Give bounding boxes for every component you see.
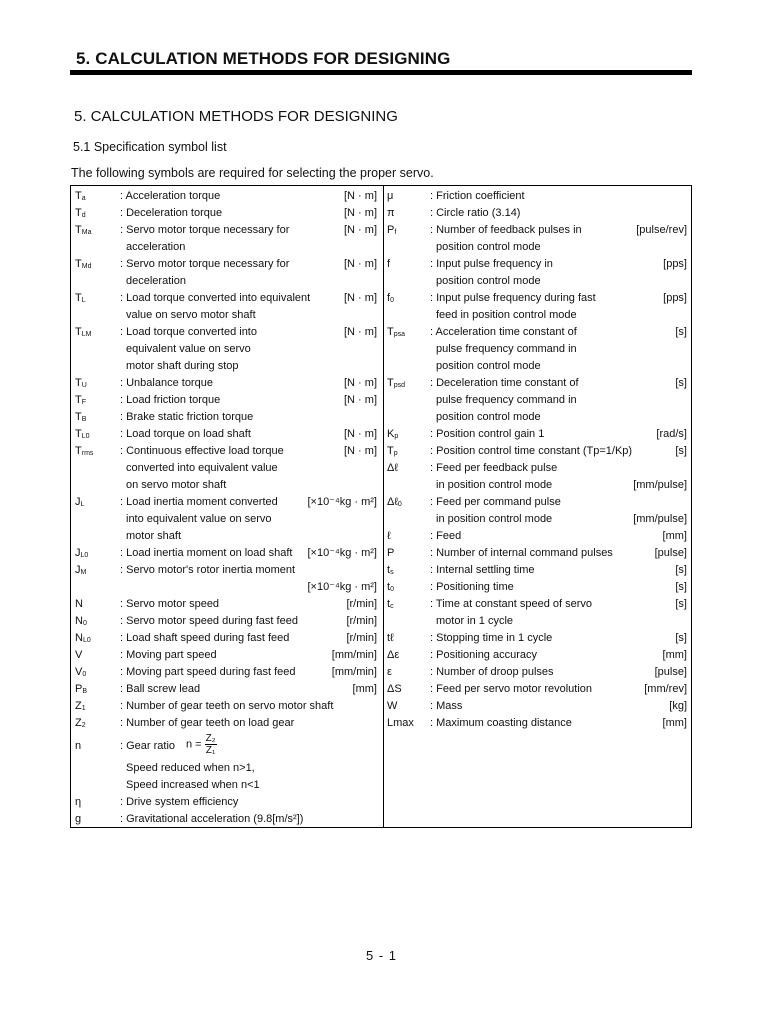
description: : Moving part speed during fast feed bbox=[120, 666, 296, 678]
symbol-row bbox=[74, 341, 381, 358]
symbol-column-right bbox=[386, 188, 691, 732]
symbol-letter: Z bbox=[75, 700, 82, 712]
symbol-letter: ΔS bbox=[387, 683, 402, 695]
symbol-letter: ℓ bbox=[387, 530, 391, 542]
unit: [pulse] bbox=[654, 547, 687, 559]
description: : Number of internal command pulses bbox=[430, 547, 613, 559]
description-continuation: on servo motor shaft bbox=[126, 479, 227, 491]
description: : Circle ratio (3.14) bbox=[430, 207, 521, 219]
unit: [N · m] bbox=[344, 292, 377, 304]
description: : Time at constant speed of servo bbox=[430, 598, 593, 610]
formula-lhs: n = bbox=[186, 738, 202, 751]
symbol-row bbox=[74, 460, 381, 477]
symbol-letter: n bbox=[75, 740, 82, 752]
description: : Load inertia moment converted bbox=[120, 496, 278, 508]
symbol-row bbox=[386, 477, 691, 494]
symbol-subscript: psd bbox=[393, 382, 406, 389]
symbol-letter: V bbox=[75, 666, 83, 678]
subsection-title: 5.1 Specification symbol list bbox=[73, 140, 227, 154]
symbol-row bbox=[386, 613, 691, 630]
description: : Acceleration time constant of bbox=[430, 326, 577, 338]
symbol-subscript: L bbox=[80, 501, 85, 508]
symbol-row bbox=[74, 630, 381, 647]
unit: [N · m] bbox=[344, 224, 377, 236]
symbol-letter: N bbox=[75, 615, 83, 627]
description: : Internal settling time bbox=[430, 564, 535, 576]
section-title: 5. CALCULATION METHODS FOR DESIGNING bbox=[74, 108, 398, 125]
symbol-letter: T bbox=[75, 207, 82, 219]
description: : Servo motor speed during fast feed bbox=[120, 615, 298, 627]
description-continuation: equivalent value on servo bbox=[126, 343, 251, 355]
symbol-subscript: psa bbox=[393, 331, 406, 338]
symbol-letter: T bbox=[75, 292, 82, 304]
description: : Position control gain 1 bbox=[430, 428, 545, 440]
description-continuation: feed in position control mode bbox=[436, 309, 577, 321]
symbol-row bbox=[386, 443, 691, 460]
description: : Drive system efficiency bbox=[120, 796, 239, 808]
symbol-row bbox=[386, 188, 691, 205]
symbol-row bbox=[386, 562, 691, 579]
symbol-letter: V bbox=[75, 649, 83, 661]
unit: [pps] bbox=[663, 292, 687, 304]
unit: [mm/rev] bbox=[644, 683, 687, 695]
description: : Moving part speed bbox=[120, 649, 217, 661]
symbol bbox=[387, 460, 398, 477]
symbol bbox=[75, 794, 81, 811]
column-divider bbox=[383, 186, 384, 827]
unit: [mm/pulse] bbox=[633, 513, 687, 525]
symbol-row bbox=[74, 777, 381, 794]
symbol-subscript: U bbox=[81, 382, 87, 389]
symbol-row bbox=[386, 205, 691, 222]
description: : Servo motor torque necessary for bbox=[120, 224, 290, 236]
symbol-row bbox=[386, 290, 691, 307]
formula-fraction bbox=[205, 733, 217, 756]
description: : Feed per servo motor revolution bbox=[430, 683, 593, 695]
description: : Input pulse frequency during fast bbox=[430, 292, 596, 304]
header-title: 5. CALCULATION METHODS FOR DESIGNING bbox=[76, 49, 451, 68]
symbol bbox=[387, 647, 399, 664]
description: : Friction coefficient bbox=[430, 190, 525, 202]
symbol-row bbox=[386, 307, 691, 324]
description: : Feed bbox=[430, 530, 462, 542]
symbol-row bbox=[74, 477, 381, 494]
symbol-subscript: L0 bbox=[82, 637, 91, 644]
symbol-row bbox=[74, 324, 381, 341]
description: : Number of gear teeth on load gear bbox=[120, 717, 295, 729]
symbol-subscript: 0 bbox=[390, 586, 394, 593]
symbol-letter: ε bbox=[387, 666, 392, 678]
description-continuation: into equivalent value on servo bbox=[126, 513, 272, 525]
symbol-row bbox=[386, 409, 691, 426]
description: : Servo motor torque necessary for bbox=[120, 258, 290, 270]
description: : Gravitational acceleration (9.8[m/s²]) bbox=[120, 813, 304, 825]
description: : Input pulse frequency in bbox=[430, 258, 553, 270]
symbol-row bbox=[74, 613, 381, 630]
symbol-subscript: Md bbox=[81, 263, 92, 270]
unit: [s] bbox=[675, 326, 687, 338]
unit: [r/min] bbox=[346, 615, 377, 627]
symbol bbox=[75, 811, 81, 828]
description-continuation: in position control mode bbox=[436, 513, 553, 525]
symbol bbox=[387, 256, 390, 273]
description: : Load torque converted into equivalent bbox=[120, 292, 311, 304]
description: : Load friction torque bbox=[120, 394, 221, 406]
description-continuation: value on servo motor shaft bbox=[126, 309, 256, 321]
symbol-subscript: 1 bbox=[81, 705, 86, 712]
symbol-letter: Z bbox=[75, 717, 82, 729]
symbol-letter: T bbox=[75, 190, 82, 202]
symbol-row bbox=[386, 511, 691, 528]
unit: [r/min] bbox=[346, 598, 377, 610]
symbol-row bbox=[386, 324, 691, 341]
symbol-letter: J bbox=[75, 547, 81, 559]
symbol-subscript: Ma bbox=[81, 229, 92, 236]
description-continuation: deceleration bbox=[126, 275, 186, 287]
symbol-letter: K bbox=[387, 428, 395, 440]
description: : Number of feedback pulses in bbox=[430, 224, 582, 236]
symbol-row bbox=[74, 494, 381, 511]
symbol-row bbox=[74, 443, 381, 460]
unit: [N · m] bbox=[344, 258, 377, 270]
symbol-row bbox=[74, 664, 381, 681]
symbol-letter: P bbox=[387, 547, 395, 559]
symbol-row bbox=[74, 681, 381, 698]
symbol-row bbox=[74, 647, 381, 664]
unit: [pulse/rev] bbox=[636, 224, 687, 236]
unit: [s] bbox=[675, 377, 687, 389]
symbol-row bbox=[74, 732, 381, 760]
description: : Load shaft speed during fast feed bbox=[120, 632, 290, 644]
symbol-row bbox=[74, 511, 381, 528]
symbol-letter: W bbox=[387, 700, 398, 712]
unit: [N · m] bbox=[344, 445, 377, 457]
symbol bbox=[387, 528, 391, 545]
symbol-letter: f bbox=[387, 292, 391, 304]
symbol-row bbox=[386, 426, 691, 443]
symbol-letter: P bbox=[75, 683, 83, 695]
symbol-row bbox=[386, 715, 691, 732]
description-continuation: Speed reduced when n>1, bbox=[126, 762, 255, 774]
symbol-letter: N bbox=[75, 632, 83, 644]
symbol-letter: π bbox=[387, 207, 395, 219]
symbol-row bbox=[74, 205, 381, 222]
symbol-subscript: L0 bbox=[80, 552, 89, 559]
symbol-subscript: c bbox=[390, 603, 394, 610]
symbol-row bbox=[386, 698, 691, 715]
symbol-subscript: L bbox=[81, 297, 86, 304]
symbol-subscript: rms bbox=[81, 450, 94, 457]
symbol-letter: T bbox=[387, 377, 394, 389]
symbol-row bbox=[386, 545, 691, 562]
description: : Unbalance torque bbox=[120, 377, 213, 389]
description: : Load torque on load shaft bbox=[120, 428, 251, 440]
symbol-row bbox=[74, 715, 381, 732]
symbol-subscript: 0 bbox=[82, 620, 87, 627]
header-rule bbox=[70, 70, 692, 75]
symbol-letter: J bbox=[75, 564, 81, 576]
symbol-row bbox=[386, 494, 691, 511]
symbol bbox=[387, 545, 394, 562]
description: : Mass bbox=[430, 700, 463, 712]
symbol-row bbox=[74, 375, 381, 392]
symbol-subscript: 0 bbox=[397, 501, 402, 508]
unit: [mm] bbox=[662, 649, 687, 661]
symbol-letter: T bbox=[75, 377, 82, 389]
description: : Ball screw lead bbox=[120, 683, 201, 695]
unit: [s] bbox=[675, 632, 687, 644]
symbol bbox=[387, 715, 414, 732]
symbol-row bbox=[386, 375, 691, 392]
symbol-row bbox=[386, 630, 691, 647]
description: : Deceleration torque bbox=[120, 207, 223, 219]
symbol-row bbox=[74, 811, 381, 828]
unit: [s] bbox=[675, 581, 687, 593]
description: : Servo motor's rotor inertia moment bbox=[120, 564, 296, 576]
description-continuation: position control mode bbox=[436, 241, 541, 253]
symbol-letter: T bbox=[75, 258, 82, 270]
symbol-letter: Δℓ bbox=[387, 496, 398, 508]
symbol-subscript: f bbox=[394, 229, 397, 236]
symbol-letter: t bbox=[387, 581, 391, 593]
symbol-letter: N bbox=[75, 598, 83, 610]
unit: [s] bbox=[675, 445, 687, 457]
symbol-subscript: 0 bbox=[82, 671, 87, 678]
description-continuation: position control mode bbox=[436, 411, 541, 423]
symbol bbox=[387, 188, 393, 205]
symbol-row bbox=[386, 273, 691, 290]
symbol-row bbox=[74, 273, 381, 290]
description: : Load inertia moment on load shaft bbox=[120, 547, 293, 559]
symbol-subscript: d bbox=[81, 212, 86, 219]
symbol-letter: T bbox=[387, 326, 394, 338]
description: : Load torque converted into bbox=[120, 326, 257, 338]
symbol-row bbox=[74, 528, 381, 545]
symbol-letter: T bbox=[75, 394, 82, 406]
unit: [N · m] bbox=[344, 190, 377, 202]
description: : Position control time constant (Tp=1/Kp) bbox=[430, 445, 633, 457]
symbol-row bbox=[386, 579, 691, 596]
page-number: 5 - 1 bbox=[366, 948, 398, 963]
symbol-row bbox=[74, 562, 381, 579]
symbol bbox=[387, 681, 402, 698]
symbol-row bbox=[386, 681, 691, 698]
symbol bbox=[387, 664, 392, 681]
description: : Stopping time in 1 cycle bbox=[430, 632, 553, 644]
symbol-row bbox=[74, 358, 381, 375]
symbol-row bbox=[74, 239, 381, 256]
symbol-letter: Δℓ bbox=[387, 462, 398, 474]
unit: [kg] bbox=[669, 700, 687, 712]
symbol-letter: T bbox=[75, 326, 82, 338]
description-continuation: pulse frequency command in bbox=[436, 343, 577, 355]
symbol-letter: f bbox=[387, 258, 391, 270]
symbol-column-left bbox=[74, 188, 381, 828]
unit: [r/min] bbox=[346, 632, 377, 644]
symbol-letter: T bbox=[75, 411, 82, 423]
symbol-row bbox=[74, 307, 381, 324]
symbol-row bbox=[74, 760, 381, 777]
symbol-row bbox=[386, 358, 691, 375]
description: : Brake static friction torque bbox=[120, 411, 254, 423]
symbol-row bbox=[74, 596, 381, 613]
symbol bbox=[387, 205, 395, 222]
description-continuation: pulse frequency command in bbox=[436, 394, 577, 406]
symbol-row bbox=[74, 290, 381, 307]
symbol-row bbox=[386, 596, 691, 613]
description-continuation: position control mode bbox=[436, 360, 541, 372]
description-continuation: acceleration bbox=[126, 241, 186, 253]
symbol-row bbox=[74, 545, 381, 562]
symbol-letter: t bbox=[387, 564, 391, 576]
fraction-numerator: Z₂ bbox=[205, 733, 216, 744]
unit: [pps] bbox=[663, 258, 687, 270]
symbol-subscript: LM bbox=[81, 331, 92, 338]
description-continuation: motor shaft bbox=[126, 530, 182, 542]
symbol-letter: J bbox=[75, 496, 81, 508]
symbol-row bbox=[386, 222, 691, 239]
symbol-letter: T bbox=[75, 428, 82, 440]
unit: [mm/min] bbox=[331, 666, 377, 678]
description: : Acceleration torque bbox=[120, 190, 221, 202]
symbol-letter: η bbox=[75, 796, 82, 808]
symbol-subscript: B bbox=[81, 416, 87, 423]
description: : Maximum coasting distance bbox=[430, 717, 572, 729]
fraction-denominator: Z₁ bbox=[205, 745, 216, 756]
symbol-subscript: a bbox=[81, 195, 86, 202]
symbol-letter: g bbox=[75, 813, 82, 825]
symbol-letter: μ bbox=[387, 190, 394, 202]
symbol-row bbox=[386, 647, 691, 664]
symbol-table bbox=[70, 185, 692, 828]
unit: [s] bbox=[675, 598, 687, 610]
symbol-row bbox=[74, 188, 381, 205]
symbol-subscript: p bbox=[393, 450, 398, 457]
description-continuation: in position control mode bbox=[436, 479, 553, 491]
unit: [×10⁻⁴kg · m²] bbox=[307, 496, 377, 508]
description: : Continuous effective load torque bbox=[120, 445, 284, 457]
symbol-letter: T bbox=[75, 224, 82, 236]
symbol-row bbox=[386, 460, 691, 477]
unit: [N · m] bbox=[344, 207, 377, 219]
symbol bbox=[75, 596, 83, 613]
symbol-row bbox=[74, 222, 381, 239]
symbol-row bbox=[386, 392, 691, 409]
symbol-row bbox=[74, 426, 381, 443]
symbol-letter: tℓ bbox=[387, 632, 394, 644]
unit: [pulse] bbox=[654, 666, 687, 678]
symbol-letter: T bbox=[387, 445, 394, 457]
description: : Positioning accuracy bbox=[430, 649, 537, 661]
symbol-row bbox=[74, 392, 381, 409]
description: : Feed per feedback pulse bbox=[430, 462, 558, 474]
symbol-row bbox=[74, 794, 381, 811]
intro-text: The following symbols are required for selecting the proper servo. bbox=[71, 166, 434, 180]
description-continuation: Speed increased when n<1 bbox=[126, 779, 260, 791]
unit: [N · m] bbox=[344, 394, 377, 406]
unit: [N · m] bbox=[344, 377, 377, 389]
symbol-row bbox=[74, 698, 381, 715]
unit: [mm/pulse] bbox=[633, 479, 687, 491]
symbol-row bbox=[74, 579, 381, 596]
symbol-row bbox=[386, 664, 691, 681]
description: : Number of gear teeth on servo motor shaft bbox=[120, 700, 334, 712]
symbol-subscript: p bbox=[394, 433, 399, 440]
symbol-letter: Lmax bbox=[387, 717, 414, 729]
symbol-row bbox=[74, 409, 381, 426]
symbol-subscript: s bbox=[390, 569, 394, 576]
unit: [mm] bbox=[662, 530, 687, 542]
symbol-subscript: L0 bbox=[81, 433, 90, 440]
symbol bbox=[387, 630, 394, 647]
description-continuation: position control mode bbox=[436, 275, 541, 287]
description: : Positioning time bbox=[430, 581, 514, 593]
symbol bbox=[75, 732, 81, 760]
unit: [mm] bbox=[352, 683, 377, 695]
symbol-row bbox=[386, 239, 691, 256]
symbol-row bbox=[386, 256, 691, 273]
symbol-subscript: 2 bbox=[81, 722, 86, 729]
description: : Deceleration time constant of bbox=[430, 377, 579, 389]
unit: [rad/s] bbox=[656, 428, 687, 440]
unit: [N · m] bbox=[344, 326, 377, 338]
description: : Number of droop pulses bbox=[430, 666, 554, 678]
description-continuation: motor shaft during stop bbox=[126, 360, 239, 372]
symbol-row bbox=[386, 528, 691, 545]
description-continuation: motor in 1 cycle bbox=[436, 615, 514, 627]
symbol-subscript: M bbox=[80, 569, 87, 576]
description: : Servo motor speed bbox=[120, 598, 220, 610]
symbol-letter: T bbox=[75, 445, 82, 457]
description-continuation: converted into equivalent value bbox=[126, 462, 278, 474]
symbol-subscript: 0 bbox=[390, 297, 394, 304]
symbol-letter: Δε bbox=[387, 649, 400, 661]
unit: [s] bbox=[675, 564, 687, 576]
unit: [mm/min] bbox=[331, 649, 377, 661]
symbol-row bbox=[74, 256, 381, 273]
unit: [mm] bbox=[662, 717, 687, 729]
description: : Feed per command pulse bbox=[430, 496, 561, 508]
unit: [N · m] bbox=[344, 428, 377, 440]
symbol-letter: P bbox=[387, 224, 395, 236]
symbol bbox=[75, 647, 82, 664]
symbol-row bbox=[386, 341, 691, 358]
unit: [×10⁻⁴kg · m²] bbox=[307, 581, 377, 593]
symbol-letter: t bbox=[387, 598, 391, 610]
unit: [×10⁻⁴kg · m²] bbox=[307, 547, 377, 559]
description: : Gear ratio bbox=[120, 740, 176, 752]
gear-ratio-formula bbox=[186, 733, 217, 756]
symbol bbox=[387, 698, 397, 715]
symbol-subscript: F bbox=[81, 399, 87, 406]
symbol-subscript: B bbox=[82, 688, 88, 695]
